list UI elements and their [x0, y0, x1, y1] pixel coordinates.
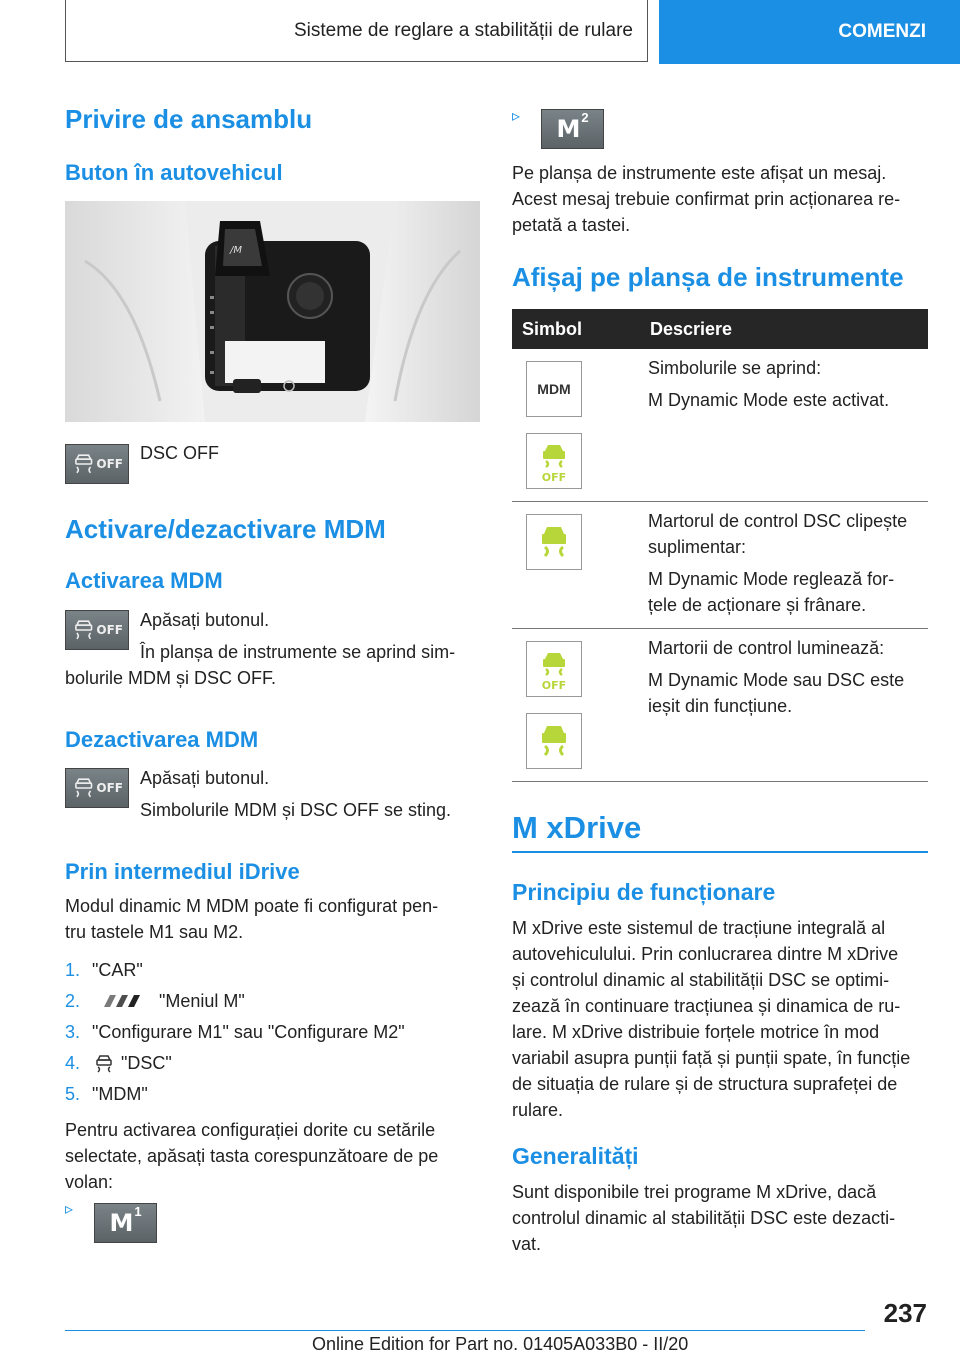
bullet-icon: ▹ — [512, 108, 521, 125]
step-number: 2. — [65, 991, 81, 1011]
principle-line: zează în continuare tracțiunea și dinamica de ru‐ — [512, 996, 901, 1016]
header-tab-label: COMENZI — [838, 21, 926, 42]
description-cell — [640, 349, 928, 502]
bullet-icon: ▹ — [65, 1201, 74, 1218]
activate-step-press: Apăsați butonul. — [140, 610, 270, 630]
step-text: "Meniul M" — [159, 991, 245, 1011]
principle-line: M xDrive este sistemul de tracțiune integrală al — [512, 918, 886, 938]
activate-config-line1: Pentru activarea configurației dorite cu setările — [65, 1120, 436, 1140]
symbol-table — [512, 309, 928, 782]
m-stripes-icon — [98, 994, 148, 1008]
step-number: 3. — [65, 1022, 81, 1042]
general-line: vat. — [512, 1234, 542, 1254]
heading-overview: Privire de ansamblu — [65, 104, 313, 134]
m2-letter: M — [556, 115, 581, 143]
header-tab-comenzi[interactable] — [659, 0, 960, 64]
row1-desc2: M Dynamic Mode este activat. — [648, 390, 890, 410]
row2-desc2b: țele de acționare și frânare. — [648, 595, 867, 615]
dsc-off-indicator-icon — [526, 433, 582, 489]
m1-button-icon — [94, 1203, 157, 1243]
deactivate-text: Simbolurile MDM și DSC OFF se sting. — [140, 800, 452, 820]
heading-mdm-toggle: Activare/dezactivare MDM — [65, 514, 386, 544]
dsc-indicator-icon — [526, 514, 582, 570]
m2-button-icon — [541, 109, 604, 149]
m1-number: 1 — [134, 1203, 142, 1219]
mdm-indicator-icon — [526, 361, 582, 417]
idrive-text-line1: Modul dinamic M MDM poate fi configurat pen‐ — [65, 896, 439, 916]
step-text: "CAR" — [92, 960, 143, 980]
dsc-car-skid-icon — [71, 617, 96, 643]
off-icon-text: OFF — [541, 471, 567, 483]
footer-edition: Online Edition for Part no. 01405A033B0 - II/20 — [312, 1334, 689, 1354]
footer-divider — [65, 1330, 865, 1331]
heading-principle: Principiu de funcționare — [512, 879, 776, 905]
activate-config-line2: selectate, apăsați tasta corespunzătoare de pe — [65, 1146, 439, 1166]
idrive-text-line2: tru tastele M1 sau M2. — [65, 922, 244, 942]
activate-text-line2: bolurile MDM și DSC OFF. — [65, 668, 277, 688]
principle-line: rulare. — [512, 1100, 564, 1120]
col-symbol: Simbol — [512, 309, 640, 349]
m2-number: 2 — [581, 109, 589, 125]
principle-paragraph — [512, 915, 932, 1123]
message-line1: Pe planșa de instrumente este afișat un mesaj. — [512, 163, 887, 183]
principle-line: autovehiculului. Prin conlucrarea dintre M xDrive — [512, 944, 899, 964]
console-photo — [65, 201, 480, 422]
row3-desc1: Martorii de control luminează: — [648, 638, 885, 658]
m1-letter: M — [109, 1209, 134, 1237]
step-text: "Configurare M1" sau "Configurare M2" — [92, 1022, 405, 1042]
principle-line: și controlul dinamic al stabilității DSC se optimi‐ — [512, 970, 890, 990]
dsc-off-button-icon — [65, 768, 129, 808]
general-line: Sunt disponibile trei programe M xDrive, dacă — [512, 1182, 877, 1202]
heading-button-in-vehicle: Buton în autovehicul — [65, 160, 283, 185]
table-row — [512, 349, 928, 502]
header-section-title — [65, 0, 648, 62]
dsc-off-indicator-icon — [526, 641, 582, 697]
step-number: 5. — [65, 1084, 81, 1104]
step-number: 4. — [65, 1053, 81, 1073]
description-cell — [640, 502, 928, 629]
dsc-off-icon-text: OFF — [96, 781, 123, 795]
step-number: 1. — [65, 960, 81, 980]
row2-desc1a: Martorul de control DSC clipește — [648, 511, 908, 531]
heading-deactivate-mdm: Dezactivarea MDM — [65, 727, 259, 752]
dsc-off-icon-text: OFF — [96, 457, 123, 471]
dsc-off-label: DSC OFF — [140, 443, 219, 463]
row3-desc2b: ieșit din funcțiune. — [648, 696, 793, 716]
activate-text-line1: În planșa de instrumente se aprind sim‐ — [140, 642, 456, 662]
heading-via-idrive: Prin intermediul iDrive — [65, 859, 300, 884]
message-line3: petată a tastei. — [512, 215, 631, 235]
dsc-car-skid-icon — [71, 451, 96, 477]
principle-line: variabil asupra punții față și punții spate, în funcție — [512, 1048, 911, 1068]
heading-general: Generalități — [512, 1143, 639, 1169]
principle-line: de situația de rulare și de structura suprafeței de — [512, 1074, 898, 1094]
header-section-label: Sisteme de reglare a stabilității de rulare — [293, 19, 633, 41]
general-paragraph — [512, 1179, 932, 1257]
section-divider — [512, 851, 928, 853]
message-line2: Acest mesaj trebuie confirmat prin acționarea re‐ — [512, 189, 901, 209]
svg-text:/M: /M — [230, 245, 242, 256]
heading-cluster-display: Afișaj pe planșa de instrumente — [512, 262, 904, 292]
symbol-cell — [512, 502, 640, 629]
heading-m-xdrive: M xDrive — [512, 810, 642, 845]
symbol-cell — [512, 349, 640, 502]
dsc-car-icon — [94, 1054, 114, 1074]
row3-desc2a: M Dynamic Mode sau DSC este — [648, 670, 905, 690]
deactivate-step-press: Apăsați butonul. — [140, 768, 270, 788]
dsc-indicator-icon — [526, 713, 582, 769]
step-text: "MDM" — [92, 1084, 148, 1104]
general-line: controlul dinamic al stabilității DSC este dezacti‐ — [512, 1208, 896, 1228]
dsc-off-icon-text: OFF — [96, 623, 123, 637]
table-row — [512, 502, 928, 629]
page-number: 237 — [883, 1298, 927, 1328]
row1-desc1: Simbolurile se aprind: — [648, 358, 822, 378]
dsc-off-button-icon — [65, 610, 129, 650]
col-description: Descriere — [640, 309, 928, 349]
mdm-icon-text: MDM — [537, 381, 571, 397]
symbol-cell — [512, 629, 640, 782]
row2-desc2a: M Dynamic Mode reglează for‐ — [648, 569, 895, 589]
off-icon-text: OFF — [541, 679, 567, 691]
dsc-off-button-icon — [65, 444, 129, 484]
heading-activate-mdm: Activarea MDM — [65, 568, 223, 593]
activate-config-line3: volan: — [65, 1172, 114, 1192]
description-cell — [640, 629, 928, 782]
step-text: "DSC" — [121, 1053, 172, 1073]
table-row — [512, 629, 928, 782]
row2-desc1b: suplimentar: — [648, 537, 747, 557]
symbol-table-header — [512, 309, 928, 349]
dsc-car-skid-icon — [71, 775, 96, 801]
principle-line: lare. M xDrive distribuie forțele motrice în mod — [512, 1022, 880, 1042]
